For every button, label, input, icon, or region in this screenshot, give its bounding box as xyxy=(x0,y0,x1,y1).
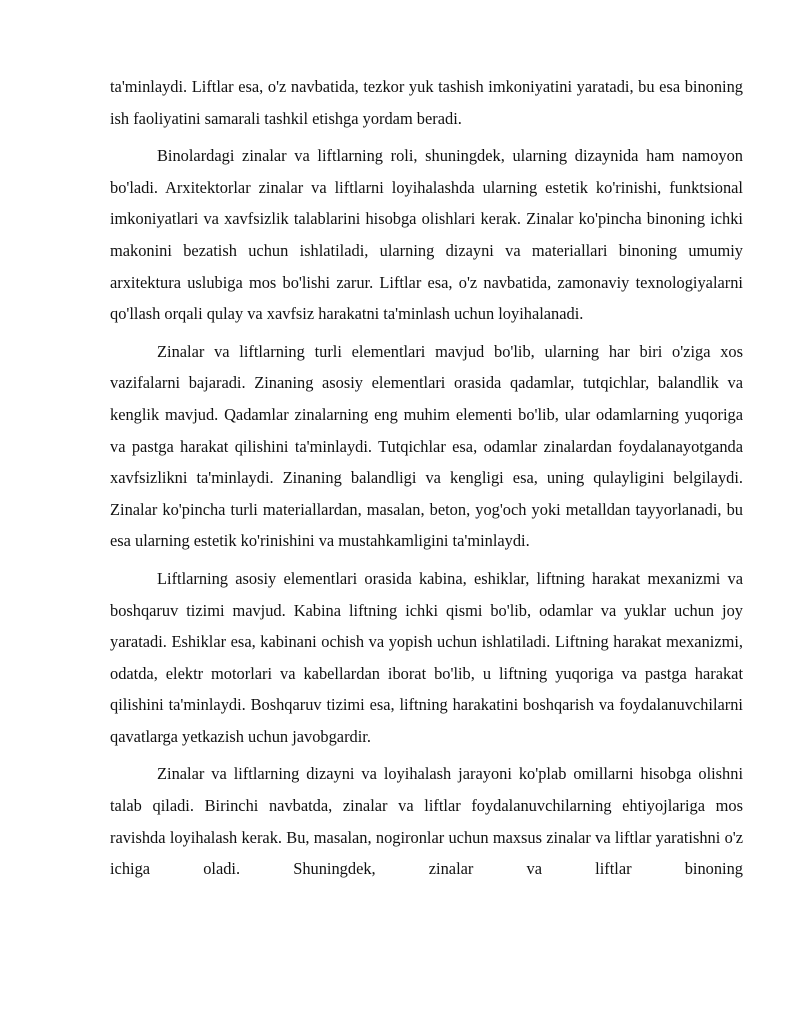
paragraph-4: Liftlarning asosiy elementlari orasida kabina, eshiklar, liftning harakat mexanizmi va boshqaruv tizimi mavjud. Kabina liftning ichki qismi bo'lib, odamlar va yuklar uchun joy yaratadi. Eshiklar esa, kabinani ochish va yopish uchun ishlatiladi. Liftning harakat mexanizmi, odatda, elektr motorlari va kabellardan iborat bo'lib, u liftning yuqoriga va pastga harakat qilishini ta'minlaydi. Boshqaruv tizimi esa, liftning harakatini boshqarish va foydalanuvchilarni qavatlarga yetkazish uchun javobgardir. xyxy=(110,568,743,746)
paragraph-1: ta'minlaydi. Liftlar esa, o'z navbatida, tezkor yuk tashish imkoniyatini yaratadi, bu esa binoning ish faoliyatini samarali tashkil etishga yordam beradi. xyxy=(110,77,743,128)
paragraph-5: Zinalar va liftlarning dizayni va loyihalash jarayoni ko'plab omillarni hisobga olishni talab qiladi. Birinchi navbatda, zinalar va liftlar foydalanuvchilarning ehtiyojlariga mos ravishda loyihalash kerak. Bu, masalan, nogironlar uchun maxsus zinalar va liftlar yaratishni o'z ichiga oladi. Shuningdek, zinalar va liftlar binoning xyxy=(110,764,743,879)
paragraph-3: Zinalar va liftlarning turli elementlari mavjud bo'lib, ularning har biri o'ziga xos vazifalarni bajaradi. Zinaning asosiy elementlari orasida qadamlar, tutqichlar, balandlik va kenglik mavjud. Qadamlar zinalarning eng muhim elementi bo'lib, ular odamlarning yuqoriga va pastga harakat qilishini ta'minlaydi. Tutqichlar esa, odamlar zinalardan foydalanayotganda xavfsizlikni ta'minlaydi. Zinaning balandligi va kengligi esa, uning qulayligini belgilaydi. Zinalar ko'pincha turli materiallardan, masalan, beton, yog'och yoki metalldan tayyorlanadi, bu esa ularning estetik ko'rinishini va mustahkamligini ta'minlaydi. xyxy=(110,341,743,551)
paragraph-2: Binolardagi zinalar va liftlarning roli, shuningdek, ularning dizaynida ham namoyon bo'ladi. Arxitektorlar zinalar va liftlarni loyihalashda ularning estetik ko'rinishi, funktsional imkoniyatlari va xavfsizlik talablarini hisobga olishlari kerak. Zinalar ko'pincha binoning ichki makonini bezatish uchun ishlatiladi, ularning dizayni va materiallari binoning umumiy arxitektura uslubiga mos bo'lishi zarur. Liftlar esa, o'z navbatida, zamonaviy texnologiyalarni qo'llash orqali qulay va xavfsiz harakatni ta'minlash uchun loyihalanadi. xyxy=(110,146,743,324)
document-page xyxy=(110,71,743,954)
